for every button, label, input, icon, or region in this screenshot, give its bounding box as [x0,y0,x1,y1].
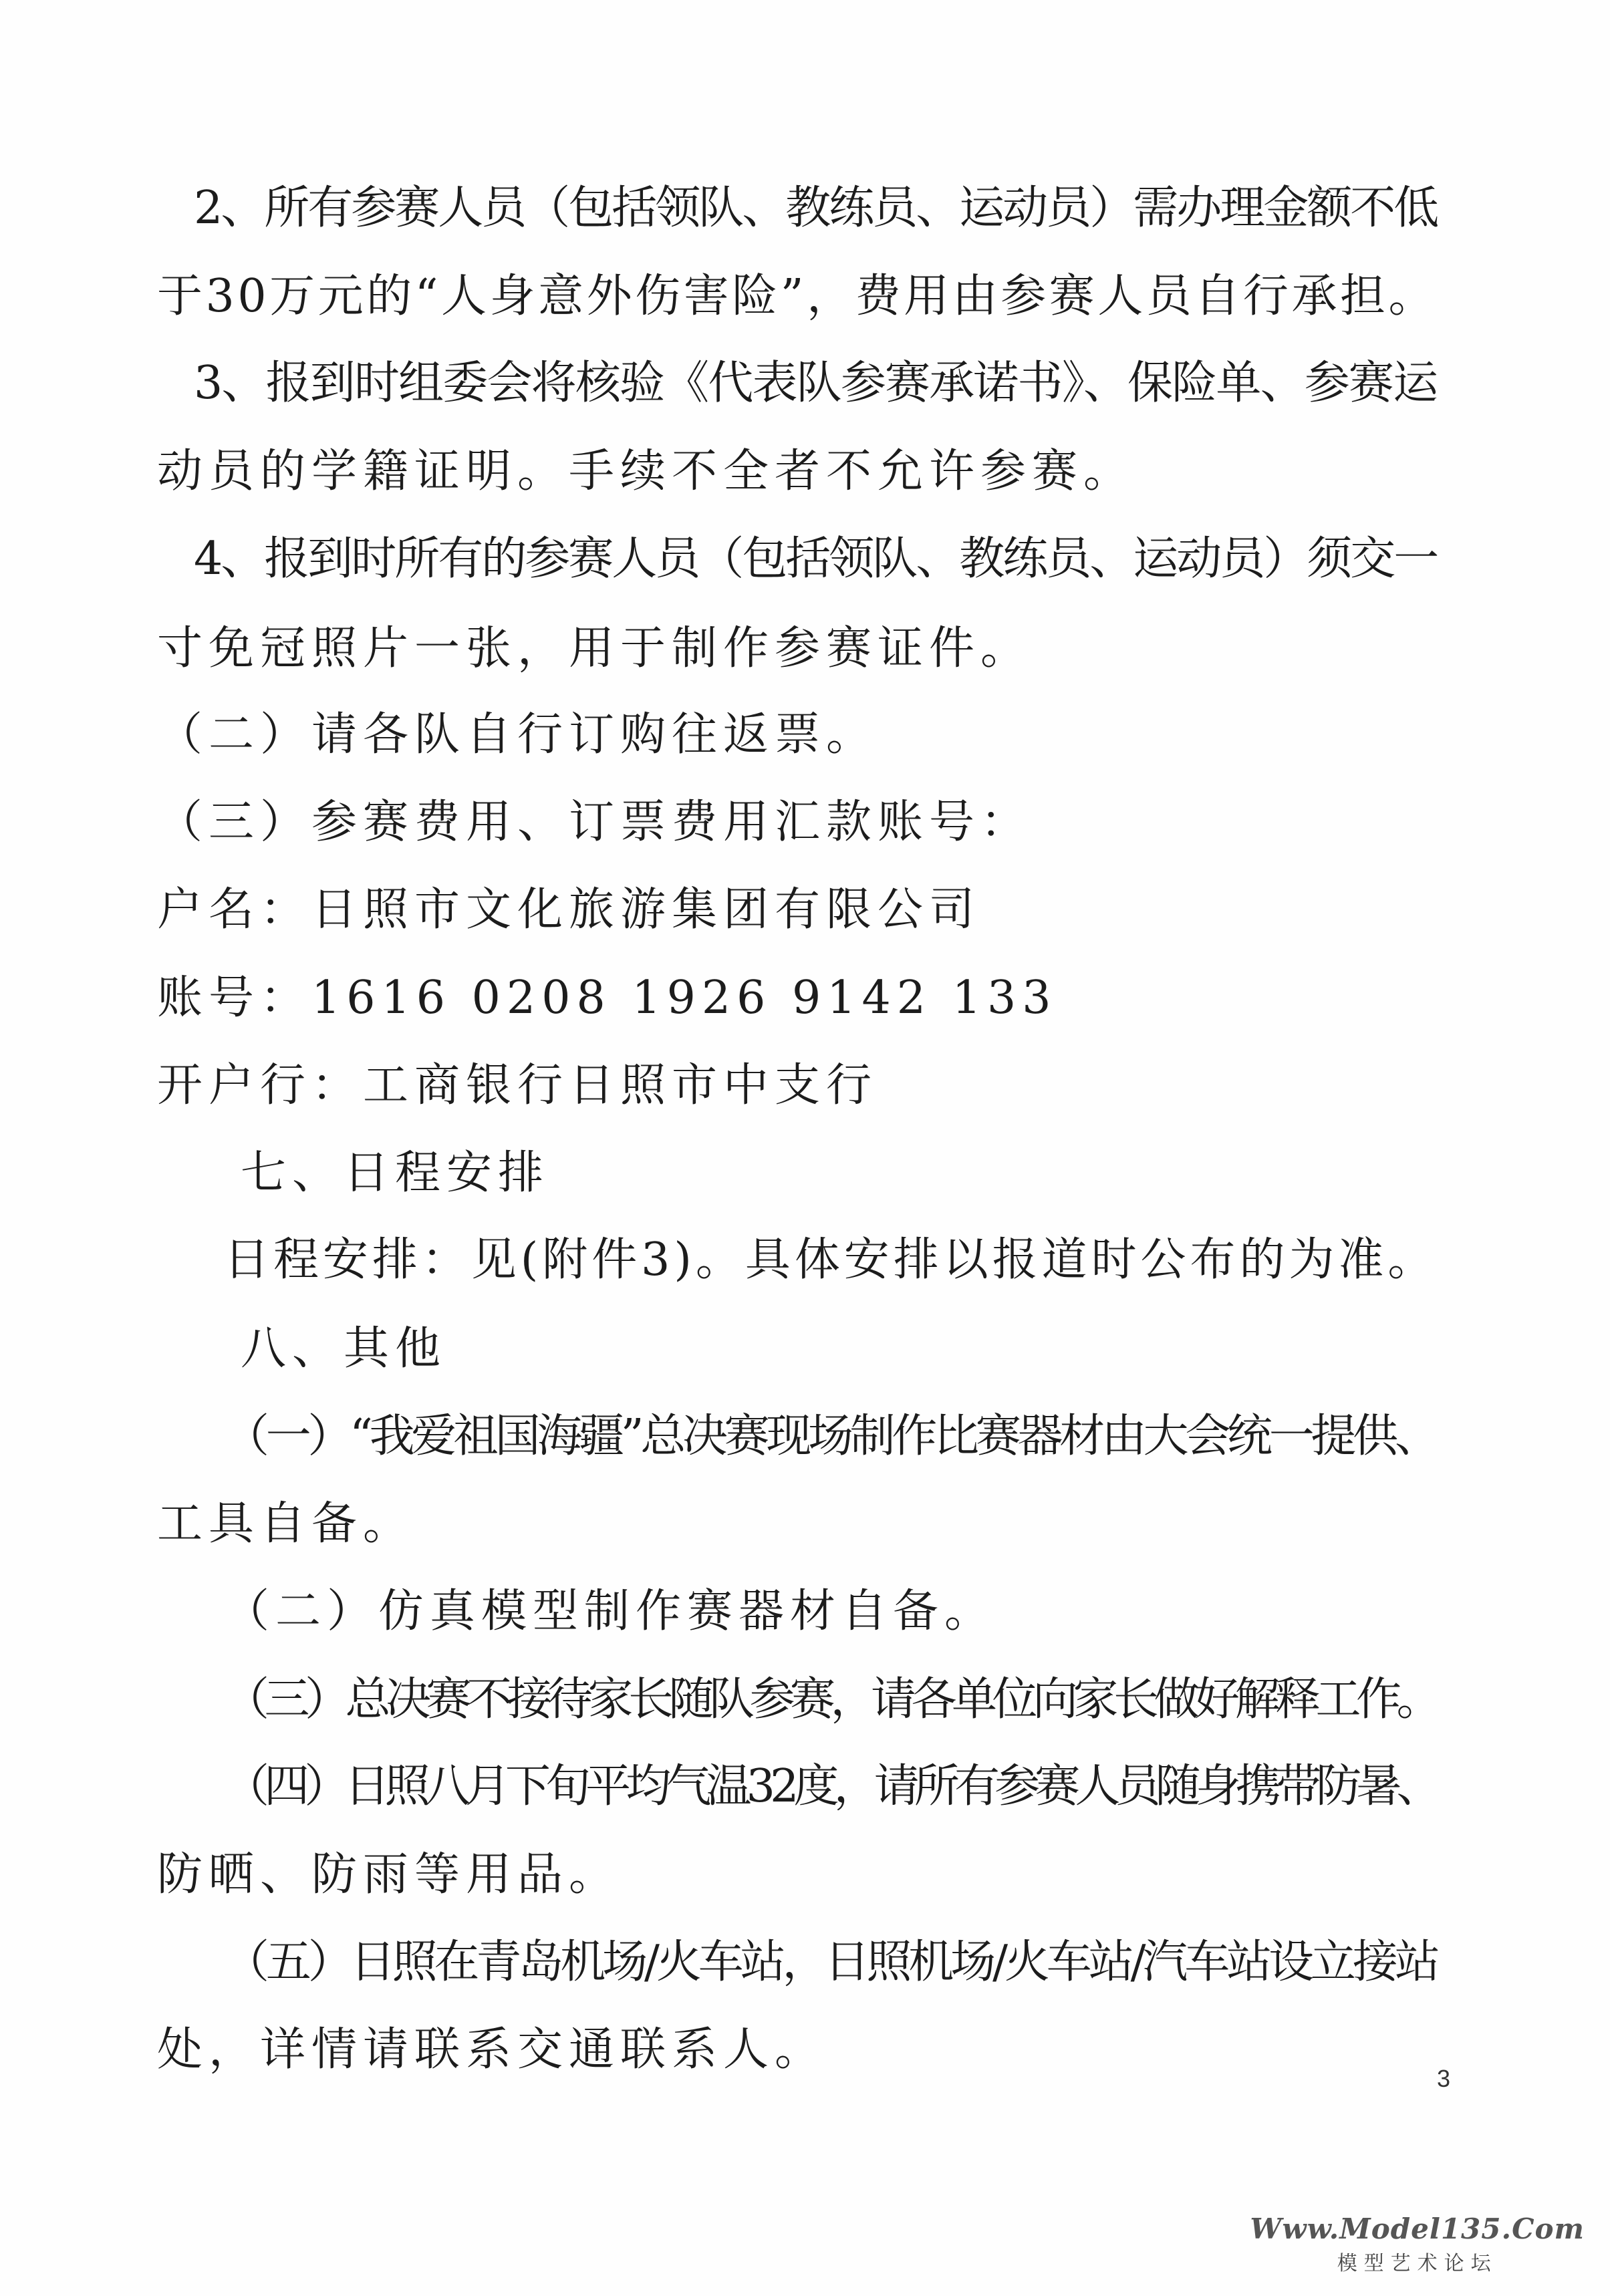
paragraph-line: 3、报到时组委会将核验《代表队参赛承诺书》、保险单、参赛运 [194,357,1438,410]
paragraph-line: （二）请各队自行订购往返票。 [157,708,878,761]
bank-line: 开户行：工商银行日照市中支行 [157,1059,878,1112]
paragraph-line: （五）日照在青岛机场/火车站，日照机场/火车站/汽车站设立接站 [224,1936,1437,1989]
paragraph-line: 日程安排：见(附件3)。具体安排以报道时公布的为准。 [224,1234,1438,1286]
watermark-name: 模型艺术论坛 [1337,2253,1498,2275]
section-heading: 七、日程安排 [241,1147,550,1199]
account-name-line: 户名：日照市文化旅游集团有限公司 [157,883,981,936]
account-number-line: 账号：1616 0208 1926 9142 133 [157,972,1057,1024]
paragraph-line: 防晒、防雨等用品。 [157,1848,621,1901]
section-heading: 八、其他 [241,1322,447,1375]
paragraph-line: 2、所有参赛人员（包括领队、教练员、运动员）需办理金额不低 [194,182,1438,235]
paragraph-line: （四）日照八月下旬平均气温32度，请所有参赛人员随身携带防暑、 [224,1760,1437,1813]
paragraph-line: （二）仿真模型制作赛器材自备。 [224,1585,996,1638]
paragraph-line: 寸免冠照片一张，用于制作参赛证件。 [157,622,1033,675]
paragraph-line: 工具自备。 [157,1497,415,1550]
paragraph-line: 于30万元的“人身意外伤害险”，费用由参赛人员自行承担。 [157,270,1438,323]
site-watermark [1250,2212,1585,2276]
page-number: 3 [1437,2065,1451,2092]
paragraph-line: 动员的学籍证明。手续不全者不允许参赛。 [157,445,1135,498]
paragraph-line: 处，详情请联系交通联系人。 [157,2023,827,2076]
watermark-site: Www.Model135.Com [1250,2212,1585,2245]
paragraph-line: （一）“我爱祖国海疆”总决赛现场制作比赛器材由大会统一提供、 [224,1410,1437,1463]
paragraph-line: 4、报到时所有的参赛人员（包括领队、教练员、运动员）须交一 [194,533,1438,585]
paragraph-line: （三）总决赛不接待家长随队参赛，请各单位向家长做好解释工作。 [224,1673,1438,1726]
paragraph-line: （三）参赛费用、订票费用汇款账号： [157,796,1033,849]
